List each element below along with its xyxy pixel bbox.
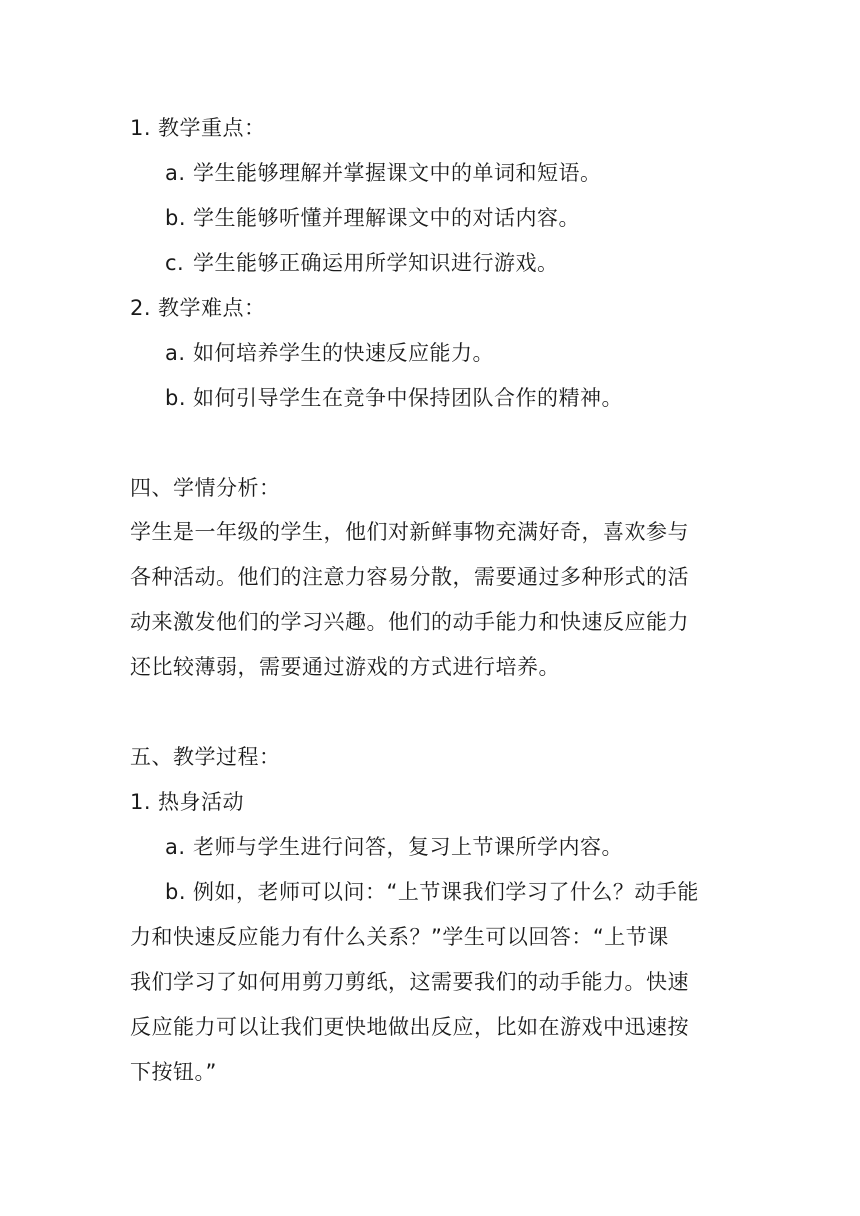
sub-list-text: 如何引导学生在竞争中保持团队合作的精神。	[193, 386, 623, 410]
sub-list-letter: a.	[165, 161, 186, 185]
list-number: 2.	[130, 296, 152, 320]
sub-list-item	[165, 878, 699, 906]
sub-list-text: 学生能够听懂并理解课文中的对话内容。	[193, 206, 580, 230]
section-heading: 五、教学过程：	[130, 745, 281, 769]
sub-list-item	[165, 204, 580, 232]
paragraph-line: 各种活动。他们的注意力容易分散，需要通过多种形式的活	[130, 565, 689, 589]
list-number: 1.	[130, 790, 152, 814]
paragraph-line: 下按钮。”	[130, 1060, 217, 1084]
sub-list-letter: c.	[165, 251, 185, 275]
list-item-text: 教学难点：	[158, 296, 266, 320]
sub-list-text: 例如，老师可以问：“上节课我们学习了什么？动手能	[193, 880, 699, 904]
section-heading: 四、学情分析：	[130, 476, 281, 500]
sub-list-text: 学生能够正确运用所学知识进行游戏。	[193, 251, 559, 275]
sub-list-text: 如何培养学生的快速反应能力。	[193, 341, 494, 365]
sub-list-letter: b.	[165, 880, 187, 904]
paragraph-line: 我们学习了如何用剪刀剪纸，这需要我们的动手能力。快速	[130, 970, 689, 994]
sub-list-text: 老师与学生进行问答，复习上节课所学内容。	[193, 835, 623, 859]
sub-list-item	[165, 833, 623, 861]
sub-list-letter: a.	[165, 341, 186, 365]
paragraph-line: 动来激发他们的学习兴趣。他们的动手能力和快速反应能力	[130, 610, 689, 634]
sub-list-letter: a.	[165, 835, 186, 859]
list-number: 1.	[130, 116, 152, 140]
sub-list-item	[165, 339, 494, 367]
sub-list-letter: b.	[165, 386, 187, 410]
list-item	[130, 788, 244, 816]
list-item	[130, 294, 266, 322]
sub-list-item	[165, 159, 602, 187]
paragraph-line: 力和快速反应能力有什么关系？”学生可以回答：“上节课	[130, 925, 669, 949]
list-item	[130, 114, 266, 142]
list-item-text: 教学重点：	[158, 116, 266, 140]
paragraph-line: 学生是一年级的学生，他们对新鲜事物充满好奇，喜欢参与	[130, 520, 689, 544]
paragraph-line: 反应能力可以让我们更快地做出反应，比如在游戏中迅速按	[130, 1015, 689, 1039]
sub-list-letter: b.	[165, 206, 187, 230]
sub-list-text: 学生能够理解并掌握课文中的单词和短语。	[193, 161, 602, 185]
sub-list-item	[165, 249, 559, 277]
list-item-text: 热身活动	[158, 790, 244, 814]
paragraph-line: 还比较薄弱，需要通过游戏的方式进行培养。	[130, 655, 560, 679]
sub-list-item	[165, 384, 623, 412]
